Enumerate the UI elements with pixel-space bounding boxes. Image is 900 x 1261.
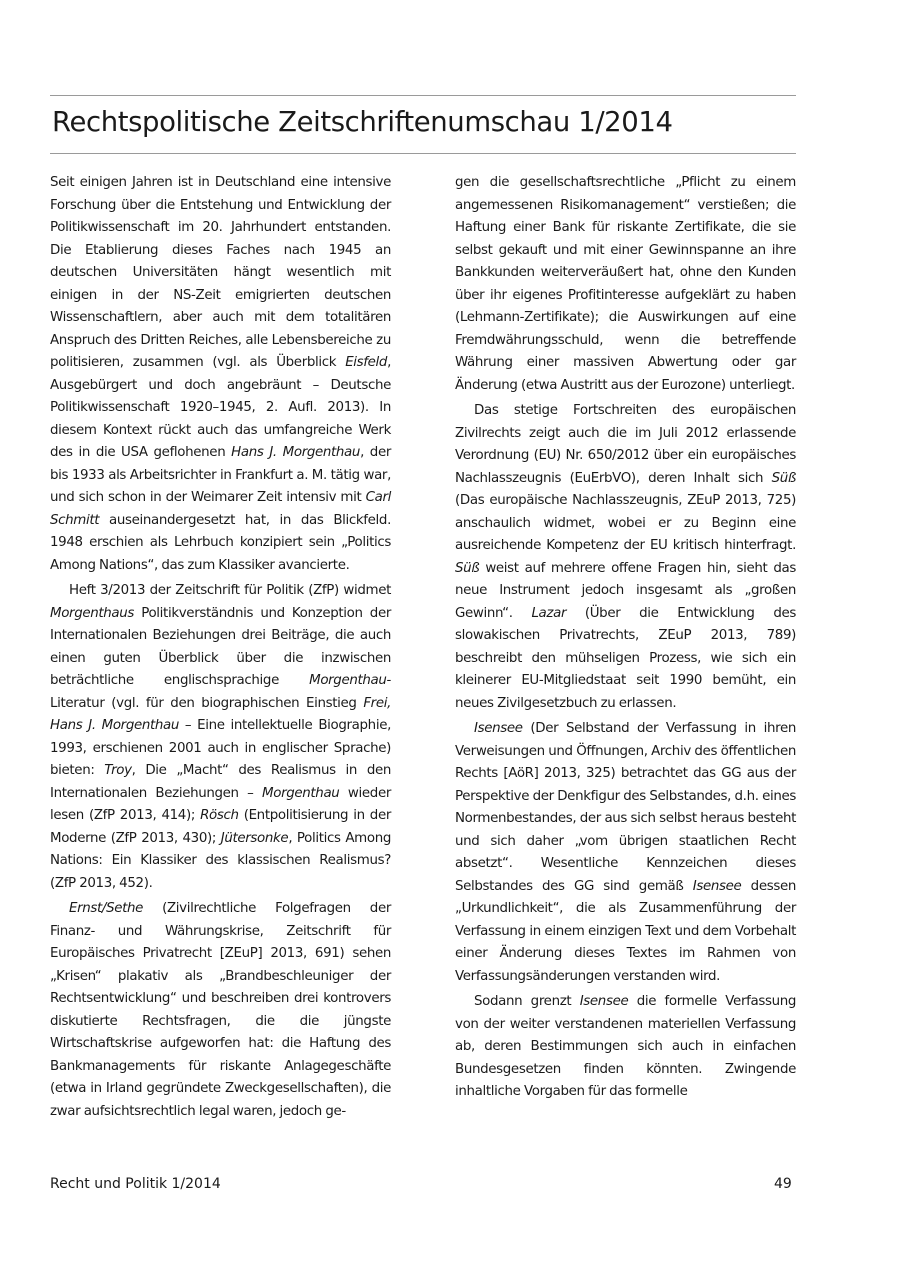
italic-text: Isensee <box>692 878 742 894</box>
paragraph <box>50 580 391 895</box>
text-run: weist auf mehrere offene Fragen hin, sieht das neue Instrument jedoch insgesamt als „großen Gewinn“. <box>455 560 796 621</box>
text-run: dessen „Urkundlichkeit“, die als Zusammenführung der Verfassung in einem einzigen Text und dem Vorbehalt einer Änderung dieses Textes im Rahmen von Verfassungsänderungen verstanden wird. <box>455 878 796 984</box>
text-run: , Ausgebürgert und doch angebräunt – Deutsche Politikwissenschaft 1920–1945, 2. Aufl. 2013). In diesem Kontext rückt auch das umfangreiche Werk des in die USA geflohenen <box>50 355 391 460</box>
paragraph <box>50 898 391 1123</box>
text-run: – Eine intellektuelle Biographie, 1993, erschienen 2001 auch in englischer Sprache) bieten: <box>50 718 391 778</box>
paragraph <box>50 172 391 577</box>
text-run: auseinandergesetzt hat, in das Blickfeld. 1948 erschien als Lehrbuch konzipiert sein „Politics Among Nations“, das zum Klassiker avancierte. <box>50 512 391 573</box>
italic-text: Morgenthau <box>309 673 387 688</box>
paragraph <box>455 991 796 1104</box>
text-run: , der bis 1933 als Arbeitsrichter in Frankfurt a. M. tätig war, und sich schon in der Weimarer Zeit intensiv mit <box>50 445 391 505</box>
text-run: Heft 3/2013 der Zeitschrift für Politik (ZfP) widmet <box>69 583 391 598</box>
italic-text: Isensee <box>474 721 523 736</box>
italic-text: Troy <box>104 763 132 778</box>
paragraph <box>455 718 796 988</box>
text-run: -Literatur (vgl. für den biographischen Einstieg <box>50 673 391 711</box>
italic-text: Hans J. Morgenthau <box>231 445 361 460</box>
paragraph <box>455 400 796 715</box>
italic-text: Rösch <box>200 808 239 823</box>
page-number: 49 <box>774 1176 792 1192</box>
italic-text: Morgenthaus <box>50 605 135 621</box>
text-run: Seit einigen Jahren ist in Deutschland eine intensive Forschung über die Entstehung und Entwicklung der Politikwissenschaft im 20. Jahrhundert entstanden. Die Etablierung dieses Faches nach 1945 an deutschen Universitäten hängt wesentlich mit einigen in der NS-Zeit emigrierten deutschen Wissenschaftlern, aber auch mit dem totalitären Anspruch des Dritten Reiches, alle Lebensbereiche zu politisieren, zusammen (vgl. als Überblick <box>50 175 391 370</box>
italic-text: Jütersonke <box>220 830 289 846</box>
page-title: Rechtspolitische Zeitschriftenumschau 1/2014 <box>52 106 673 138</box>
footer-journal: Recht und Politik 1/2014 <box>50 1176 221 1192</box>
text-run: , Die „Macht“ des Realismus in den Internationalen Beziehungen – <box>50 763 391 801</box>
text-column-left <box>50 172 391 1126</box>
italic-text: Eisfeld <box>345 355 388 370</box>
top-rule <box>50 95 796 96</box>
text-column-right <box>455 172 796 1107</box>
text-run: die formelle Verfassung von der weiter verstandenen materiellen Verfassung ab, deren Bestimmungen sich auch in einfachen Bundesgesetzen finden könnten. Zwingende inhaltliche Vorgaben für das formelle <box>455 994 796 1099</box>
italic-text: Isensee <box>579 994 629 1009</box>
title-underline <box>50 153 796 154</box>
italic-text: Morgenthau <box>262 785 340 801</box>
text-run: Das stetige Fortschreiten des europäischen Zivilrechts zeigt auch die im Juli 2012 erlassende Verordnung (EU) Nr. 650/2012 über ein europäisches Nachlasszeugnis (EuErbVO), deren Inhalt sich <box>455 403 796 486</box>
italic-text: Süß <box>771 470 796 486</box>
italic-text: Ernst/Sethe <box>69 901 144 916</box>
text-run: (Der Selbstand der Verfassung in ihren Verweisungen und Öffnungen, Archiv des öffentlichen Rechts [AöR] 2013, 325) betrachtet das GG aus der Perspektive der Denkfigur des Selbstandes, d.h. eines Normenbestandes, der aus sich selbst heraus besteht und sich daher „vom übrigen staatlichen Recht absetzt“. Wesentliche Kennzeichen dieses Selbstandes des GG sind gemäß <box>455 721 796 894</box>
italic-text: Lazar <box>531 605 567 621</box>
text-run: Sodann grenzt <box>474 994 580 1009</box>
text-run: (Entpolitisierung in der Moderne (ZfP 2013, 430); <box>50 808 391 846</box>
text-run: (Über die Entwicklung des slowakischen Privatrechts, ZEuP 2013, 789) beschreibt den mühseligen Prozess, wie sich ein kleinerer EU-Mitgliedstaat seit 1990 bemüht, ein neues Zivilgesetzbuch zu erlassen. <box>455 605 796 711</box>
italic-text: Carl Schmitt <box>50 490 391 528</box>
italic-text: Süß <box>455 560 480 576</box>
text-run: (Das europäische Nachlasszeugnis, ZEuP 2013, 725) anschaulich widmet, wobei er zu Beginn eine ausreichende Kompetenz der EU kritisch hinterfragt. <box>455 493 796 553</box>
text-run: gen die gesellschaftsrechtliche „Pflicht zu einem angemessenen Risikomanagement“ verstießen; die Haftung einer Bank für riskante Zertifikate, die sie selbst gekauft und mit einer Gewinnspanne an ihre Bankkunden weiterveräußert hat, ohne den Kunden über ihr eigenes Profitinteresse aufgeklärt zu haben (Lehmann-Zertifikate); die Auswirkungen auf eine Fremdwährungsschuld, wenn die betreffende Währung einer massiven Abwertung oder gar Änderung (etwa Austritt aus der Eurozone) unterliegt. <box>455 175 796 393</box>
text-run: wieder lesen (ZfP 2013, 414); <box>50 785 391 823</box>
paragraph <box>455 172 796 397</box>
italic-text: Frei, Hans J. Morgenthau <box>50 695 391 733</box>
text-run: Politikverständnis und Konzeption der Internationalen Beziehungen drei Beiträge, die auch einen guten Überblick über die inzwischen beträchtliche englischsprachige <box>50 605 391 688</box>
text-run: (Zivilrechtliche Folgefragen der Finanz- und Währungskrise, Zeitschrift für Europäisches Privatrecht [ZEuP] 2013, 691) sehen „Krisen“ plakativ als „Brandbeschleuniger der Rechtsentwicklung“ und beschreiben drei kontrovers diskutierte Rechtsfragen, die die jüngste Wirtschaftskrise aufgeworfen hat: die Haftung des Bankmanagements für riskante Anlagegeschäfte (etwa in Irland gegründete Zweckgesellschaften), die zwar aufsichtsrechtlich legal waren, jedoch ge- <box>50 901 391 1119</box>
text-run: , Politics Among Nations: Ein Klassiker des klassischen Realismus? (ZfP 2013, 452). <box>50 830 391 891</box>
